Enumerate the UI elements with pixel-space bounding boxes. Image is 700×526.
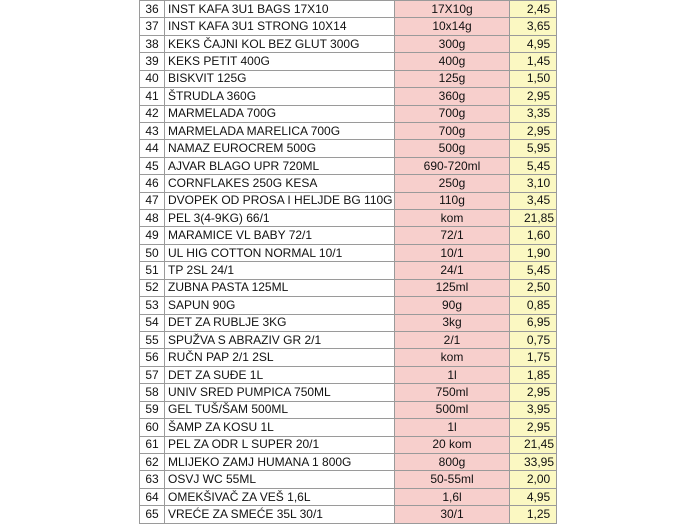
price-cell: 0,85: [510, 297, 557, 314]
pack-size-cell: 690-720ml: [395, 157, 510, 174]
table-row: [140, 192, 557, 209]
table-row: [140, 314, 557, 331]
item-name-cell: MARMELADA MARELICA 700G: [165, 122, 395, 139]
price-cell: 1,60: [510, 227, 557, 244]
price-list-body: [140, 1, 557, 524]
item-name-cell: BISKVIT 125G: [165, 70, 395, 87]
table-row: [140, 488, 557, 505]
table-row: [140, 227, 557, 244]
table-row: [140, 210, 557, 227]
item-name-cell: SAPUN 90G: [165, 297, 395, 314]
table-row: [140, 35, 557, 52]
pack-size-cell: 1l: [395, 419, 510, 436]
pack-size-cell: kom: [395, 349, 510, 366]
item-name-cell: ŠTRUDLA 360G: [165, 88, 395, 105]
table-row: [140, 384, 557, 401]
table-row: [140, 506, 557, 524]
table-row: [140, 122, 557, 139]
item-name-cell: MLIJEKO ZAMJ HUMANA 1 800G: [165, 453, 395, 470]
price-cell: 33,95: [510, 453, 557, 470]
row-number-cell: 46: [140, 175, 165, 192]
pack-size-cell: 500g: [395, 140, 510, 157]
price-cell: 1,50: [510, 70, 557, 87]
price-cell: 5,45: [510, 157, 557, 174]
pack-size-cell: 1l: [395, 366, 510, 383]
pack-size-cell: 72/1: [395, 227, 510, 244]
row-number-cell: 55: [140, 332, 165, 349]
item-name-cell: DET ZA SUĐE 1L: [165, 366, 395, 383]
table-row: [140, 88, 557, 105]
table-row: [140, 471, 557, 488]
price-cell: 3,65: [510, 18, 557, 35]
table-row: [140, 157, 557, 174]
price-cell: 1,85: [510, 366, 557, 383]
table-row: [140, 244, 557, 261]
row-number-cell: 60: [140, 419, 165, 436]
row-number-cell: 48: [140, 210, 165, 227]
row-number-cell: 45: [140, 157, 165, 174]
row-number-cell: 50: [140, 244, 165, 261]
price-cell: 1,75: [510, 349, 557, 366]
pack-size-cell: 250g: [395, 175, 510, 192]
row-number-cell: 42: [140, 105, 165, 122]
table-row: [140, 419, 557, 436]
item-name-cell: UL HIG COTTON NORMAL 10/1: [165, 244, 395, 261]
pack-size-cell: 500ml: [395, 401, 510, 418]
row-number-cell: 54: [140, 314, 165, 331]
table-row: [140, 436, 557, 453]
price-cell: 2,95: [510, 122, 557, 139]
price-cell: 5,95: [510, 140, 557, 157]
row-number-cell: 56: [140, 349, 165, 366]
pack-size-cell: 50-55ml: [395, 471, 510, 488]
row-number-cell: 44: [140, 140, 165, 157]
pack-size-cell: 24/1: [395, 262, 510, 279]
table-row: [140, 262, 557, 279]
row-number-cell: 49: [140, 227, 165, 244]
row-number-cell: 51: [140, 262, 165, 279]
row-number-cell: 52: [140, 279, 165, 296]
table-row: [140, 332, 557, 349]
row-number-cell: 41: [140, 88, 165, 105]
table-row: [140, 297, 557, 314]
item-name-cell: SPUŽVA S ABRAZIV GR 2/1: [165, 332, 395, 349]
row-number-cell: 40: [140, 70, 165, 87]
row-number-cell: 57: [140, 366, 165, 383]
pack-size-cell: 10/1: [395, 244, 510, 261]
price-cell: 4,95: [510, 488, 557, 505]
price-cell: 3,35: [510, 105, 557, 122]
row-number-cell: 39: [140, 53, 165, 70]
pack-size-cell: kom: [395, 210, 510, 227]
item-name-cell: ŠAMP ZA KOSU 1L: [165, 419, 395, 436]
table-row: [140, 175, 557, 192]
item-name-cell: NAMAZ EUROCREM 500G: [165, 140, 395, 157]
item-name-cell: UNIV SRED PUMPICA 750ML: [165, 384, 395, 401]
price-cell: 3,95: [510, 401, 557, 418]
row-number-cell: 64: [140, 488, 165, 505]
item-name-cell: OSVJ WC 55ML: [165, 471, 395, 488]
pack-size-cell: 1,6l: [395, 488, 510, 505]
pack-size-cell: 90g: [395, 297, 510, 314]
table-row: [140, 1, 557, 18]
pack-size-cell: 400g: [395, 53, 510, 70]
pack-size-cell: 700g: [395, 105, 510, 122]
pack-size-cell: 110g: [395, 192, 510, 209]
row-number-cell: 63: [140, 471, 165, 488]
price-cell: 6,95: [510, 314, 557, 331]
price-cell: 2,45: [510, 1, 557, 18]
row-number-cell: 58: [140, 384, 165, 401]
table-row: [140, 401, 557, 418]
item-name-cell: MARMELADA 700G: [165, 105, 395, 122]
price-cell: 1,25: [510, 506, 557, 524]
item-name-cell: VREĆE ZA SMEĆE 35L 30/1: [165, 506, 395, 524]
item-name-cell: KEKS PETIT 400G: [165, 53, 395, 70]
table-row: [140, 279, 557, 296]
price-cell: 1,90: [510, 244, 557, 261]
price-cell: 3,45: [510, 192, 557, 209]
pack-size-cell: 30/1: [395, 506, 510, 524]
pack-size-cell: 300g: [395, 35, 510, 52]
price-cell: 2,95: [510, 88, 557, 105]
item-name-cell: TP 2SL 24/1: [165, 262, 395, 279]
pack-size-cell: 125g: [395, 70, 510, 87]
item-name-cell: KEKS ČAJNI KOL BEZ GLUT 300G: [165, 35, 395, 52]
item-name-cell: PEL 3(4-9KG) 66/1: [165, 210, 395, 227]
pack-size-cell: 10x14g: [395, 18, 510, 35]
table-row: [140, 53, 557, 70]
price-cell: 4,95: [510, 35, 557, 52]
pack-size-cell: 800g: [395, 453, 510, 470]
price-cell: 2,50: [510, 279, 557, 296]
price-cell: 21,85: [510, 210, 557, 227]
item-name-cell: AJVAR BLAGO UPR 720ML: [165, 157, 395, 174]
row-number-cell: 53: [140, 297, 165, 314]
item-name-cell: RUČN PAP 2/1 2SL: [165, 349, 395, 366]
price-cell: 1,45: [510, 53, 557, 70]
table-row: [140, 105, 557, 122]
table-row: [140, 140, 557, 157]
pack-size-cell: 2/1: [395, 332, 510, 349]
pack-size-cell: 3kg: [395, 314, 510, 331]
price-cell: 2,95: [510, 419, 557, 436]
row-number-cell: 62: [140, 453, 165, 470]
price-cell: 0,75: [510, 332, 557, 349]
row-number-cell: 65: [140, 506, 165, 524]
item-name-cell: CORNFLAKES 250G KESA: [165, 175, 395, 192]
pack-size-cell: 125ml: [395, 279, 510, 296]
price-list-table: [139, 0, 557, 524]
table-row: [140, 349, 557, 366]
row-number-cell: 43: [140, 122, 165, 139]
pack-size-cell: 750ml: [395, 384, 510, 401]
price-cell: 21,45: [510, 436, 557, 453]
table-row: [140, 18, 557, 35]
pack-size-cell: 360g: [395, 88, 510, 105]
row-number-cell: 38: [140, 35, 165, 52]
item-name-cell: INST KAFA 3U1 STRONG 10X14: [165, 18, 395, 35]
item-name-cell: INST KAFA 3U1 BAGS 17X10: [165, 1, 395, 18]
row-number-cell: 59: [140, 401, 165, 418]
pack-size-cell: 700g: [395, 122, 510, 139]
price-cell: 5,45: [510, 262, 557, 279]
table-row: [140, 70, 557, 87]
row-number-cell: 36: [140, 1, 165, 18]
item-name-cell: DVOPEK OD PROSA I HELJDE BG 110G: [165, 192, 395, 209]
price-cell: 2,95: [510, 384, 557, 401]
row-number-cell: 37: [140, 18, 165, 35]
row-number-cell: 47: [140, 192, 165, 209]
item-name-cell: PEL ZA ODR L SUPER 20/1: [165, 436, 395, 453]
table-row: [140, 453, 557, 470]
row-number-cell: 61: [140, 436, 165, 453]
price-cell: 3,10: [510, 175, 557, 192]
price-cell: 2,00: [510, 471, 557, 488]
item-name-cell: MARAMICE VL BABY 72/1: [165, 227, 395, 244]
item-name-cell: GEL TUŠ/ŠAM 500ML: [165, 401, 395, 418]
pack-size-cell: 17X10g: [395, 1, 510, 18]
table-row: [140, 366, 557, 383]
item-name-cell: DET ZA RUBLJE 3KG: [165, 314, 395, 331]
item-name-cell: ZUBNA PASTA 125ML: [165, 279, 395, 296]
item-name-cell: OMEKŠIVAČ ZA VEŠ 1,6L: [165, 488, 395, 505]
pack-size-cell: 20 kom: [395, 436, 510, 453]
